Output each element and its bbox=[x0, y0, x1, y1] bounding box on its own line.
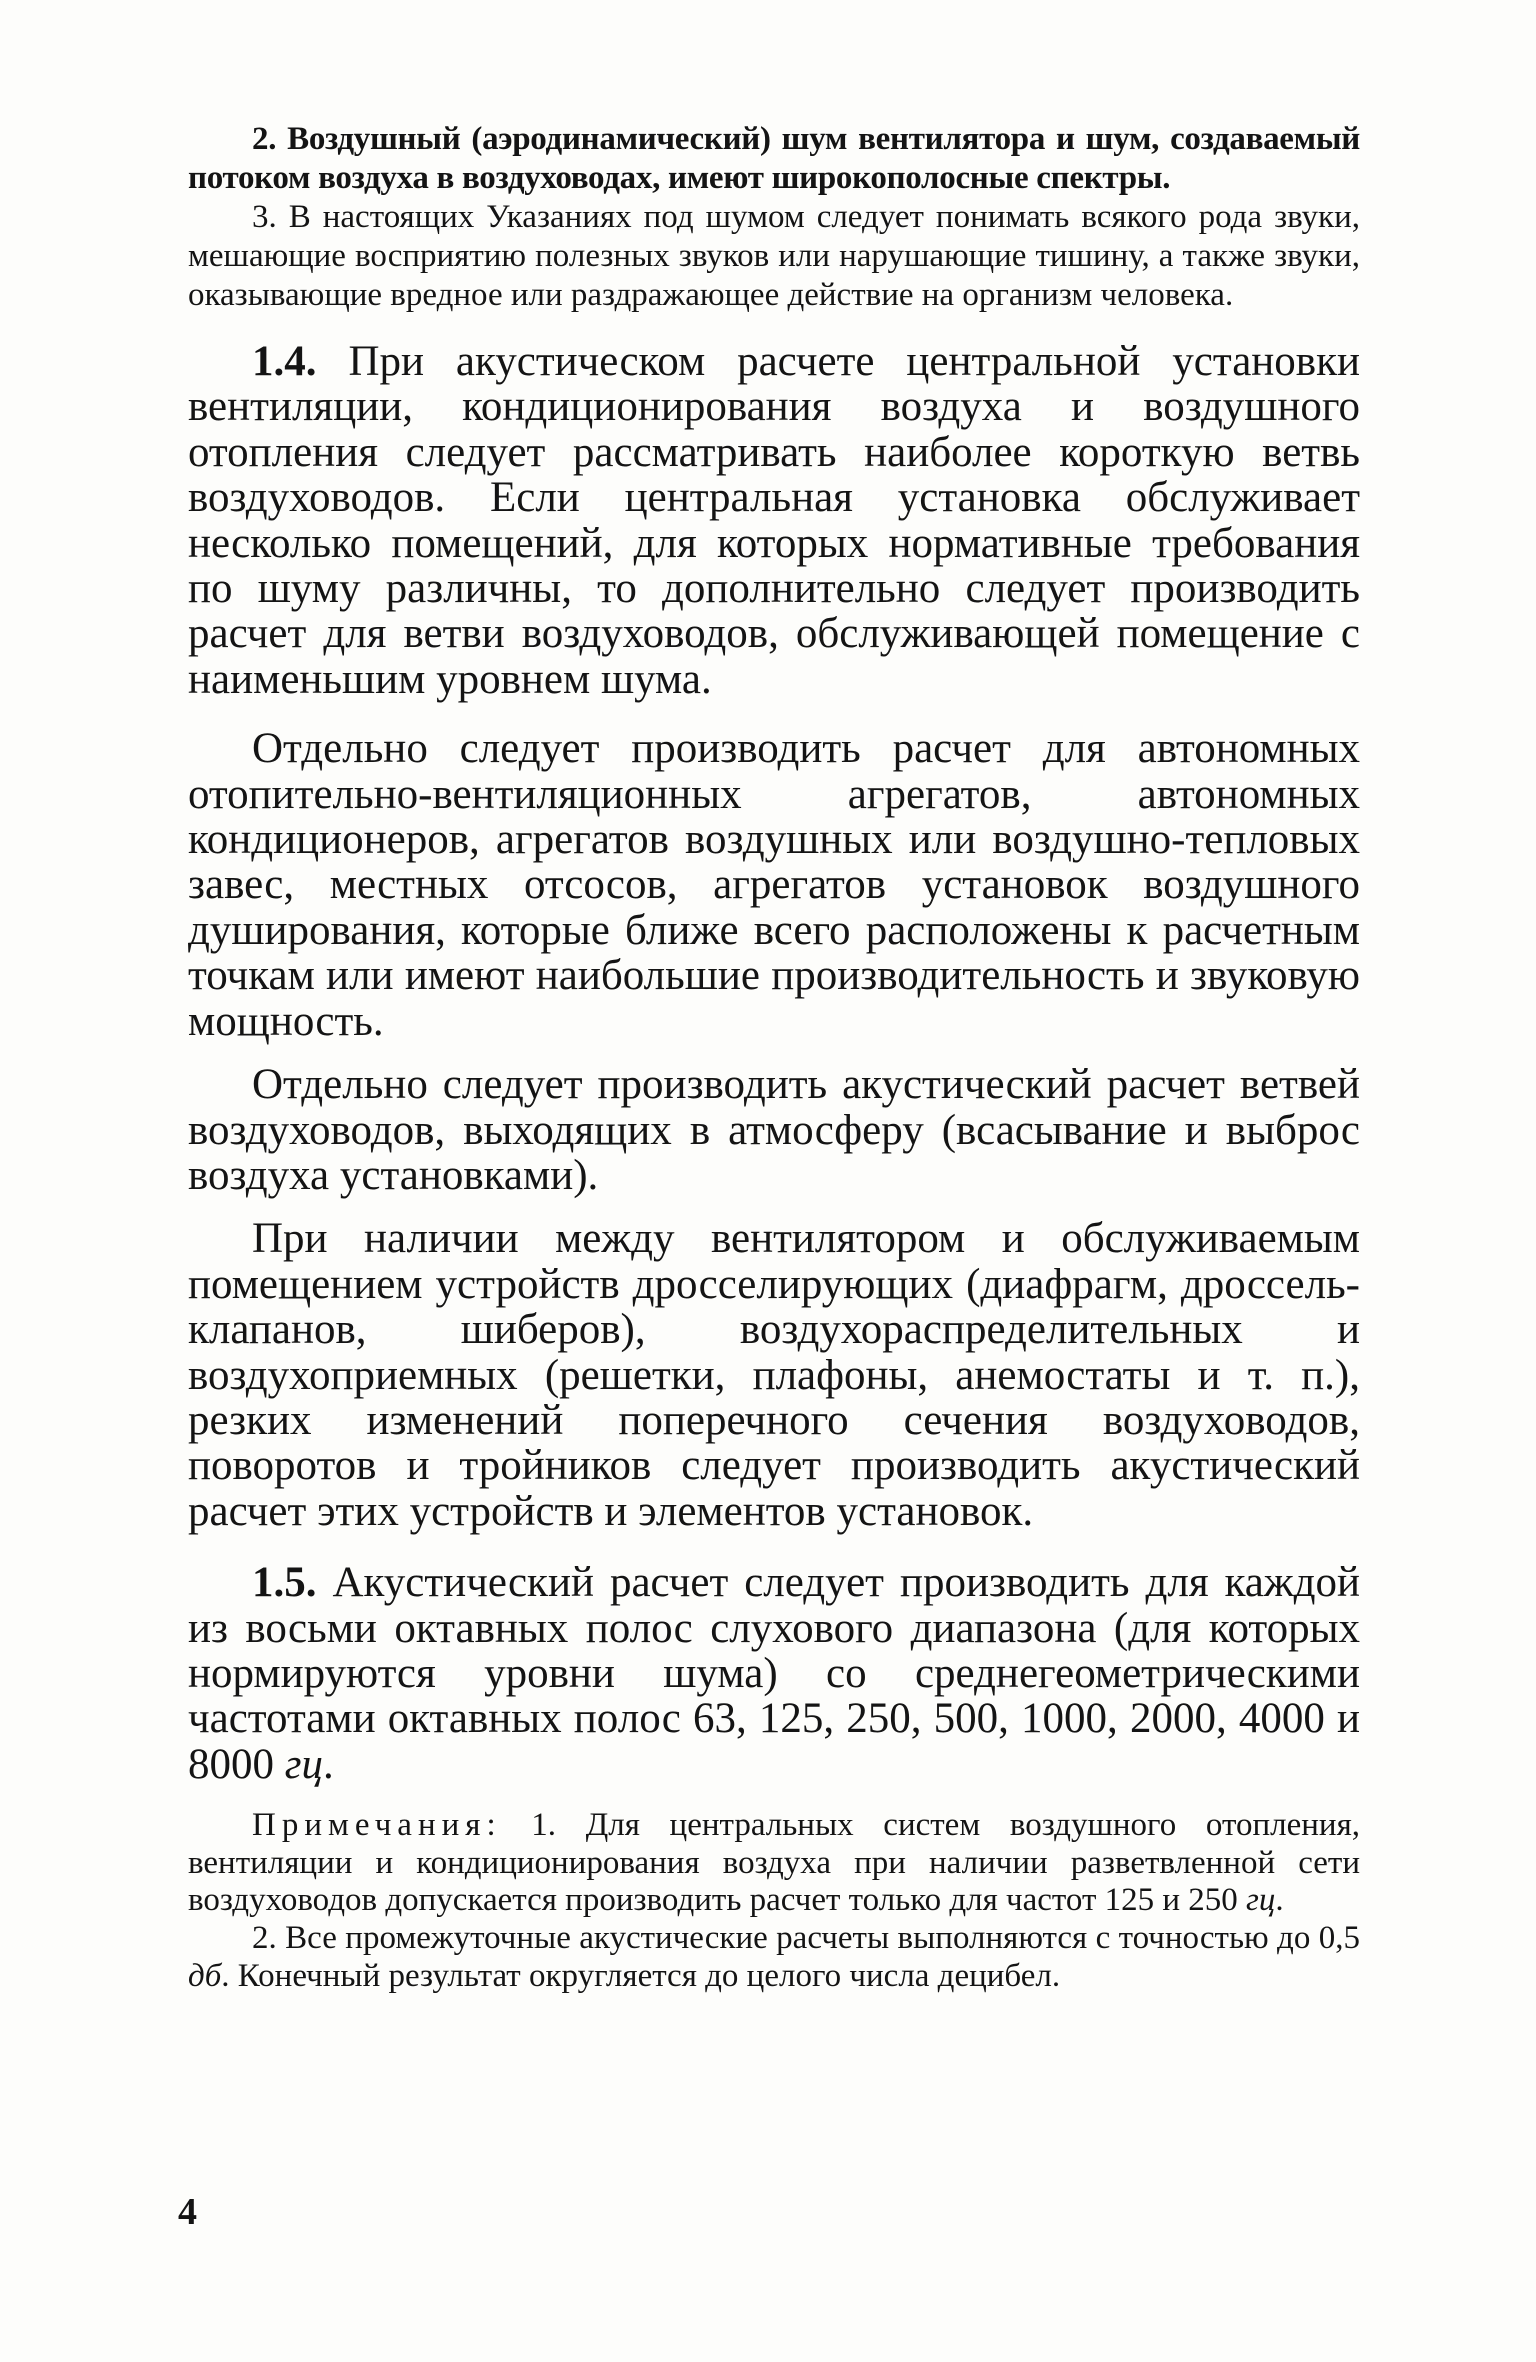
note-1-number: 1. bbox=[531, 1807, 557, 1844]
section-1-5-unit: гц bbox=[284, 1740, 324, 1788]
note-2-text-after: . Конечный результат округляется до целого числа децибел. bbox=[221, 1957, 1061, 1994]
section-1-4-text-4: При наличии между вентилятором и обслуживаемым помещением устройств дросселирующих (диафрагм, дроссель-клапанов, шиберов), воздухораспределительных и воздухоприемных (решетки, плафоны, анемостаты и т. п.), резких изменений поперечного сечения воздуховодов, поворотов и тройников следует производить акустический расчет этих устройств и элементов установок. bbox=[188, 1215, 1360, 1535]
note-1-end: . bbox=[1275, 1882, 1284, 1919]
section-1-5-number: 1.5. bbox=[252, 1559, 317, 1607]
section-1-4-paragraph-3 bbox=[188, 1062, 1360, 1198]
note-1-text: Для центральных систем воздушного отопления, вентиляции и кондиционирования воздуха при наличии разветвленной сети воздуховодов допускается производить расчет только для частот 125 и 250 bbox=[188, 1807, 1360, 1919]
section-1-5-end: . bbox=[323, 1740, 334, 1788]
page-number: 4 bbox=[178, 2191, 197, 2233]
note-1 bbox=[188, 1807, 1360, 1920]
section-1-5-paragraph bbox=[188, 1560, 1360, 1787]
section-1-5-text: Акустический расчет следует производить для каждой из восьми октавных полос слухового диапазона (для которых нормируются уровни шума) со среднегеометрическими частотами октавных полос 63, 125, 250, 500, 1000, 2000, 4000 и 8000 bbox=[188, 1559, 1360, 1788]
item-3-text: В настоящих Указаниях под шумом следует понимать всякого рода звуки, мешающие восприятию полезных звуков или нарушающие тишину, а также звуки, оказывающие вредное или раздражающее действие на организм человека. bbox=[188, 199, 1361, 313]
section-1-4-paragraph-2 bbox=[188, 726, 1360, 1044]
note-2 bbox=[188, 1920, 1360, 1995]
item-2 bbox=[188, 120, 1360, 198]
section-1-4-text-3: Отдельно следует производить акустический расчет ветвей воздуховодов, выходящих в атмосферу (всасывание и выброс воздуха установками). bbox=[188, 1061, 1360, 1199]
item-2-number: 2. bbox=[252, 121, 277, 157]
notes-label: Примечания: bbox=[252, 1807, 502, 1844]
note-2-number: 2. bbox=[252, 1919, 277, 1956]
item-3-number: 3. bbox=[252, 199, 277, 235]
note-2-text: Все промежуточные акустические расчеты выполняются с точностью до 0,5 bbox=[285, 1919, 1360, 1956]
section-1-4-text-1: При акустическом расчете центральной установки вентиляции, кондиционирования воздуха и воздушного отопления следует рассматривать наиболее короткую ветвь воздуховодов. Если центральная установка обслуживает несколько помещений, для которых нормативные требования по шуму различны, то дополнительно следует производить расчет для ветви воздуховодов, обслуживающей помещение с наименьшим уровнем шума. bbox=[188, 338, 1361, 703]
section-1-4-paragraph-4 bbox=[188, 1216, 1360, 1534]
section-1-4-text-2: Отдельно следует производить расчет для автономных отопительно-вентиляционных агрегатов, автономных кондиционеров, агрегатов воздушных или воздушно-тепловых завес, местных отсосов, агрегатов установок воздушного душирования, которые ближе всего расположены к расчетным точкам или имеют наибольшие производительность и звуковую мощность. bbox=[188, 725, 1360, 1045]
item-3 bbox=[188, 198, 1360, 315]
note-2-unit: дб bbox=[188, 1957, 222, 1994]
section-1-4-paragraph-1 bbox=[188, 339, 1360, 702]
item-2-text: Воздушный (аэродинамический) шум вентилятора и шум, создаваемый потоком воздуха в воздуховодах, имеют широкополосные спектры. bbox=[188, 121, 1361, 196]
section-1-4-number: 1.4. bbox=[252, 338, 317, 385]
page-content bbox=[188, 120, 1360, 1995]
note-1-unit: гц bbox=[1246, 1882, 1276, 1919]
